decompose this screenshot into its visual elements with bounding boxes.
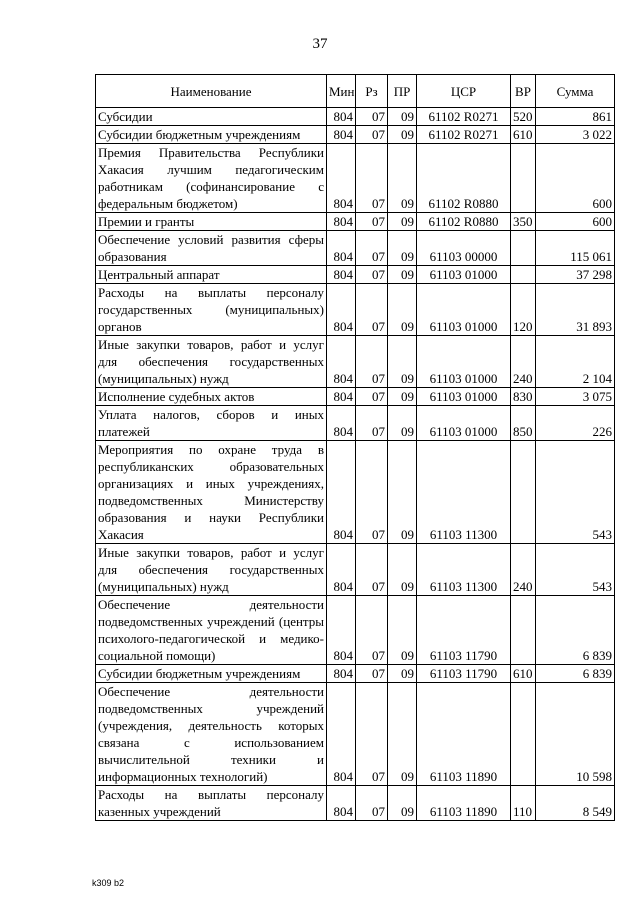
cell-csr: 61103 01000 bbox=[417, 388, 511, 406]
header-name: Наименование bbox=[96, 75, 327, 108]
cell-sum: 10 598 bbox=[536, 683, 615, 786]
cell-vr: 610 bbox=[511, 126, 536, 144]
cell-vr: 350 bbox=[511, 213, 536, 231]
cell-min: 804 bbox=[327, 284, 356, 336]
cell-vr: 610 bbox=[511, 665, 536, 683]
cell-rz: 07 bbox=[356, 544, 388, 596]
cell-sum: 3 075 bbox=[536, 388, 615, 406]
cell-min: 804 bbox=[327, 596, 356, 665]
cell-name: Обеспечение деятельности подведомственных учреждений (учреждения, деятельность которых связана с использованием вычислительной техники и информационных технологий) bbox=[96, 683, 327, 786]
footer-code: k309 b2 bbox=[92, 878, 125, 888]
cell-rz: 07 bbox=[356, 786, 388, 821]
table-row bbox=[96, 544, 615, 596]
table-row bbox=[96, 213, 615, 231]
cell-name: Субсидии бюджетным учреждениям bbox=[96, 665, 327, 683]
table-row bbox=[96, 231, 615, 266]
cell-csr: 61102 R0880 bbox=[417, 144, 511, 213]
cell-rz: 07 bbox=[356, 596, 388, 665]
table-row bbox=[96, 665, 615, 683]
cell-vr bbox=[511, 683, 536, 786]
cell-rz: 07 bbox=[356, 441, 388, 544]
cell-min: 804 bbox=[327, 665, 356, 683]
cell-pr: 09 bbox=[388, 336, 417, 388]
cell-rz: 07 bbox=[356, 126, 388, 144]
cell-vr: 110 bbox=[511, 786, 536, 821]
cell-name: Субсидии бюджетным учреждениям bbox=[96, 126, 327, 144]
cell-csr: 61102 R0271 bbox=[417, 126, 511, 144]
cell-sum: 115 061 bbox=[536, 231, 615, 266]
cell-rz: 07 bbox=[356, 266, 388, 284]
cell-rz: 07 bbox=[356, 665, 388, 683]
cell-name: Мероприятия по охране труда в республиканских образовательных организациях и иных учреждениях, подведомственных Министерству образования и науки Республики Хакасия bbox=[96, 441, 327, 544]
cell-pr: 09 bbox=[388, 126, 417, 144]
table-row bbox=[96, 406, 615, 441]
page-number: 37 bbox=[312, 36, 328, 52]
cell-name: Иные закупки товаров, работ и услуг для обеспечения государственных (муниципальных) нужд bbox=[96, 336, 327, 388]
table-row bbox=[96, 266, 615, 284]
header-csr: ЦСР bbox=[417, 75, 511, 108]
cell-sum: 8 549 bbox=[536, 786, 615, 821]
table-row bbox=[96, 441, 615, 544]
cell-min: 804 bbox=[327, 786, 356, 821]
cell-csr: 61103 00000 bbox=[417, 231, 511, 266]
cell-vr: 520 bbox=[511, 108, 536, 126]
cell-pr: 09 bbox=[388, 284, 417, 336]
cell-rz: 07 bbox=[356, 406, 388, 441]
cell-vr bbox=[511, 231, 536, 266]
cell-pr: 09 bbox=[388, 441, 417, 544]
table-row bbox=[96, 108, 615, 126]
cell-csr: 61103 11300 bbox=[417, 544, 511, 596]
table-row bbox=[96, 596, 615, 665]
cell-pr: 09 bbox=[388, 213, 417, 231]
cell-min: 804 bbox=[327, 406, 356, 441]
cell-vr: 240 bbox=[511, 336, 536, 388]
cell-name: Субсидии bbox=[96, 108, 327, 126]
cell-pr: 09 bbox=[388, 266, 417, 284]
cell-min: 804 bbox=[327, 126, 356, 144]
table-body bbox=[96, 108, 615, 821]
budget-table bbox=[95, 74, 615, 821]
cell-csr: 61103 11790 bbox=[417, 596, 511, 665]
cell-min: 804 bbox=[327, 213, 356, 231]
cell-sum: 543 bbox=[536, 544, 615, 596]
header-vr: ВР bbox=[511, 75, 536, 108]
cell-pr: 09 bbox=[388, 683, 417, 786]
cell-pr: 09 bbox=[388, 544, 417, 596]
cell-csr: 61103 01000 bbox=[417, 406, 511, 441]
table-row bbox=[96, 284, 615, 336]
cell-name: Премии и гранты bbox=[96, 213, 327, 231]
cell-name: Премия Правительства Республики Хакасия лучшим педагогическим работникам (софинансирование с федеральным бюджетом) bbox=[96, 144, 327, 213]
cell-pr: 09 bbox=[388, 786, 417, 821]
cell-sum: 226 bbox=[536, 406, 615, 441]
table-header-row bbox=[96, 75, 615, 108]
cell-vr bbox=[511, 441, 536, 544]
cell-sum: 6 839 bbox=[536, 596, 615, 665]
cell-csr: 61102 R0880 bbox=[417, 213, 511, 231]
table-row bbox=[96, 144, 615, 213]
cell-name: Иные закупки товаров, работ и услуг для обеспечения государственных (муниципальных) нужд bbox=[96, 544, 327, 596]
table-row bbox=[96, 683, 615, 786]
cell-csr: 61103 11890 bbox=[417, 683, 511, 786]
table-row bbox=[96, 786, 615, 821]
cell-rz: 07 bbox=[356, 231, 388, 266]
cell-vr: 240 bbox=[511, 544, 536, 596]
cell-csr: 61103 01000 bbox=[417, 266, 511, 284]
cell-csr: 61103 11300 bbox=[417, 441, 511, 544]
cell-csr: 61103 01000 bbox=[417, 284, 511, 336]
table-row bbox=[96, 388, 615, 406]
cell-min: 804 bbox=[327, 388, 356, 406]
cell-csr: 61102 R0271 bbox=[417, 108, 511, 126]
cell-min: 804 bbox=[327, 231, 356, 266]
cell-rz: 07 bbox=[356, 683, 388, 786]
cell-min: 804 bbox=[327, 144, 356, 213]
cell-min: 804 bbox=[327, 108, 356, 126]
cell-rz: 07 bbox=[356, 284, 388, 336]
cell-name: Уплата налогов, сборов и иных платежей bbox=[96, 406, 327, 441]
cell-pr: 09 bbox=[388, 231, 417, 266]
cell-sum: 31 893 bbox=[536, 284, 615, 336]
cell-csr: 61103 11890 bbox=[417, 786, 511, 821]
cell-sum: 543 bbox=[536, 441, 615, 544]
cell-sum: 600 bbox=[536, 213, 615, 231]
cell-min: 804 bbox=[327, 336, 356, 388]
cell-rz: 07 bbox=[356, 213, 388, 231]
cell-pr: 09 bbox=[388, 388, 417, 406]
cell-min: 804 bbox=[327, 266, 356, 284]
cell-rz: 07 bbox=[356, 144, 388, 213]
header-pr: ПР bbox=[388, 75, 417, 108]
cell-vr bbox=[511, 266, 536, 284]
cell-name: Расходы на выплаты персоналу казенных учреждений bbox=[96, 786, 327, 821]
cell-name: Обеспечение условий развития сферы образования bbox=[96, 231, 327, 266]
cell-sum: 3 022 bbox=[536, 126, 615, 144]
cell-min: 804 bbox=[327, 441, 356, 544]
table-row bbox=[96, 336, 615, 388]
cell-csr: 61103 01000 bbox=[417, 336, 511, 388]
cell-pr: 09 bbox=[388, 406, 417, 441]
cell-sum: 2 104 bbox=[536, 336, 615, 388]
cell-pr: 09 bbox=[388, 144, 417, 213]
cell-sum: 37 298 bbox=[536, 266, 615, 284]
cell-min: 804 bbox=[327, 683, 356, 786]
cell-rz: 07 bbox=[356, 108, 388, 126]
header-rz: Рз bbox=[356, 75, 388, 108]
cell-pr: 09 bbox=[388, 596, 417, 665]
header-min: Мин bbox=[327, 75, 356, 108]
cell-name: Расходы на выплаты персоналу государственных (муниципальных) органов bbox=[96, 284, 327, 336]
cell-name: Центральный аппарат bbox=[96, 266, 327, 284]
cell-pr: 09 bbox=[388, 665, 417, 683]
header-sum: Сумма bbox=[536, 75, 615, 108]
cell-csr: 61103 11790 bbox=[417, 665, 511, 683]
cell-rz: 07 bbox=[356, 336, 388, 388]
cell-vr bbox=[511, 144, 536, 213]
cell-sum: 861 bbox=[536, 108, 615, 126]
cell-vr: 120 bbox=[511, 284, 536, 336]
cell-sum: 6 839 bbox=[536, 665, 615, 683]
cell-vr bbox=[511, 596, 536, 665]
cell-rz: 07 bbox=[356, 388, 388, 406]
cell-name: Исполнение судебных актов bbox=[96, 388, 327, 406]
table-row bbox=[96, 126, 615, 144]
cell-vr: 830 bbox=[511, 388, 536, 406]
cell-min: 804 bbox=[327, 544, 356, 596]
cell-pr: 09 bbox=[388, 108, 417, 126]
cell-sum: 600 bbox=[536, 144, 615, 213]
cell-name: Обеспечение деятельности подведомственных учреждений (центры психолого-педагогической и медико-социальной помощи) bbox=[96, 596, 327, 665]
cell-vr: 850 bbox=[511, 406, 536, 441]
